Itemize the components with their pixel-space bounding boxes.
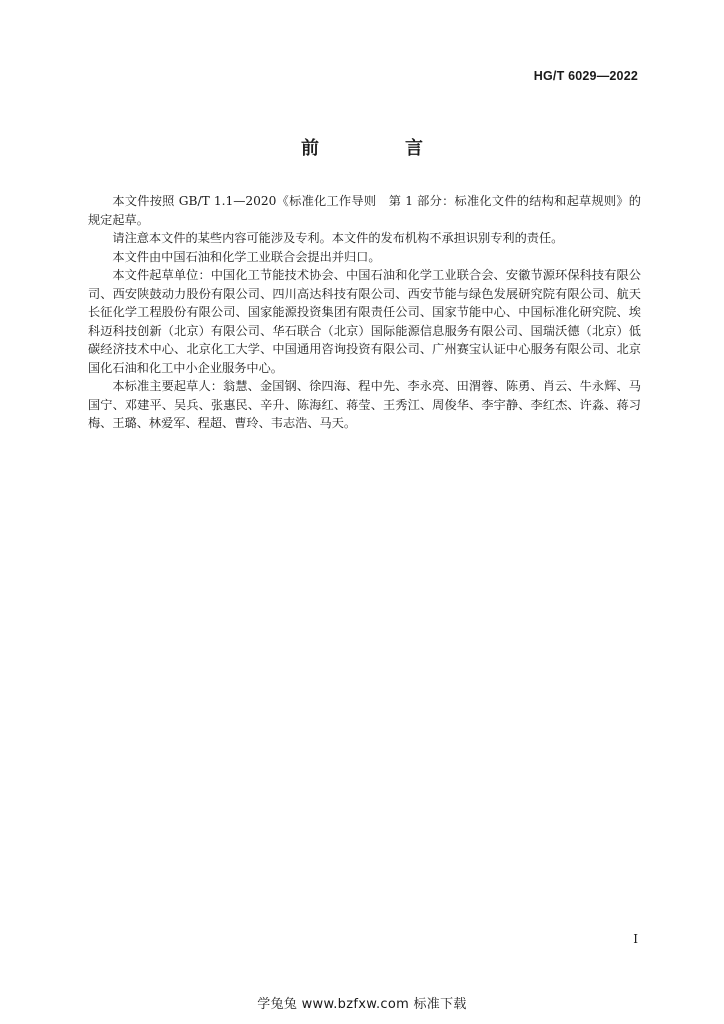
paragraph-drafters: 本标准主要起草人：翁慧、金国钢、徐四海、程中先、李永亮、田渭蓉、陈勇、肖云、牛永辉、马国宁、邓建平、吴兵、张惠民、辛升、陈海红、蒋莹、王秀江、周俊华、李宇静、李红杰、许淼、蒋习梅、王璐、林爱军、程超、曹玲、韦志浩、马天。 xyxy=(88,379,641,430)
paragraph-patent-notice: 请注意本文件的某些内容可能涉及专利。本文件的发布机构不承担识别专利的责任。 xyxy=(112,231,564,245)
footer-watermark: 学兔兔 www.bzfxw.com 标准下载 xyxy=(257,997,467,1012)
paragraph-proposer: 本文件由中国石油和化学工业联合会提出并归口。 xyxy=(112,249,381,264)
page-title: 前 言 xyxy=(301,138,457,159)
paragraph-drafting-rules: 本文件按照 GB/T 1.1—2020《标准化工作导则 第 1 部分：标准化文件的结构和起草规则》的规定起草。 xyxy=(88,194,641,227)
body-text xyxy=(88,192,641,433)
paragraph-drafting-units: 本文件起草单位：中国化工节能技术协会、中国石油和化学工业联合会、安徽节源环保科技有限公司、西安陕鼓动力股份有限公司、四川高达科技有限公司、西安节能与绿色发展研究院有限公司、航天长征化学工程股份有限公司、国家能源投资集团有限责任公司、国家节能中心、中国标准化研究院、埃科迈科技创新（北京）有限公司、华石联合（北京）国际能源信息服务有限公司、国瑞沃德（北京）低碳经济技术中心、北京化工大学、中国通用咨询投资有限公司、广州赛宝认证中心服务有限公司、北京国化石油和化工中小企业服务中心。 xyxy=(88,268,641,375)
standard-code: HG/T 6029—2022 xyxy=(533,69,638,83)
page-number: I xyxy=(633,932,638,946)
